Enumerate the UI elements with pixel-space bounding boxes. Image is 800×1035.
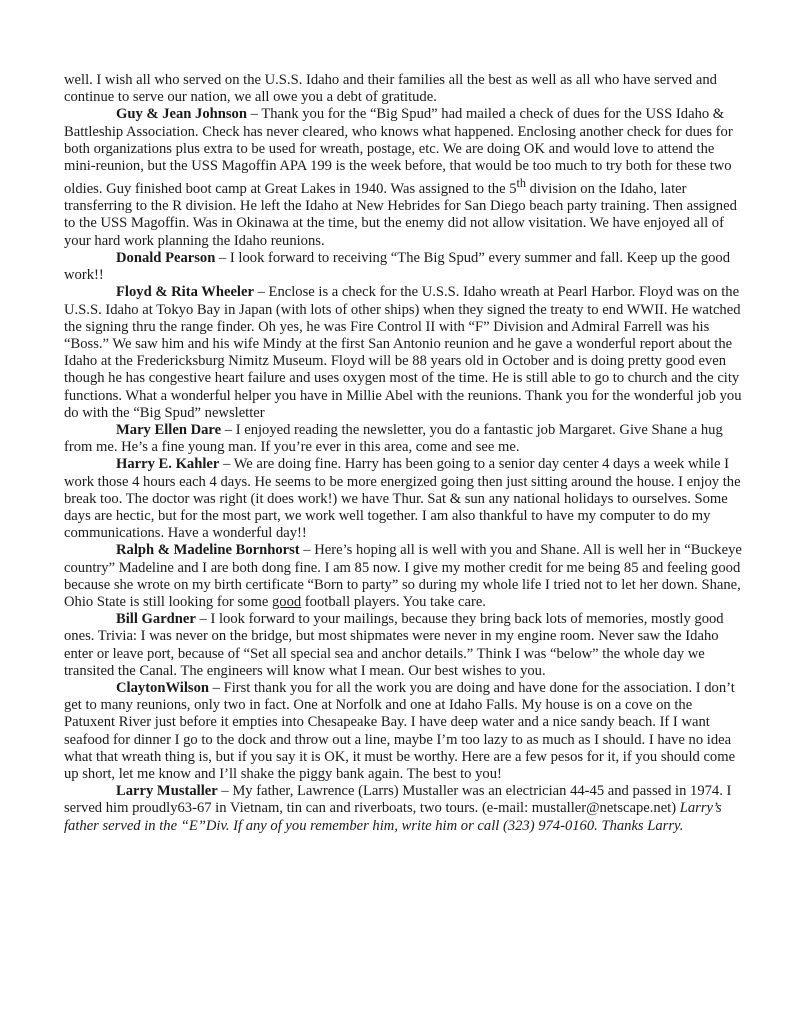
separator: –: [221, 421, 236, 438]
letter-text: I look forward to your mailings, because they bring back lots of memories, mostly good ones. Trivia: I was never on the bridge, but most shipmates were never in my engine room. Never saw the Idaho enter or leave port, because of “Set all special sea and anchor details.” Think I was “below” the whole day we transited the Canal. The engineers will know what I mean. Our best wishes to you.: [64, 611, 724, 679]
letter-donald-pearson: [64, 250, 742, 284]
letter-floyd-rita-wheeler: [64, 284, 742, 422]
editor-note: Larry’s father served in the “E”Div. If any of you remember him, write him or call (323) 974-0160. Thanks Larry.: [64, 800, 722, 834]
ordinal-suffix: th: [516, 176, 526, 191]
letter-text: Thank you for the “Big Spud” had mailed a check of dues for the USS Idaho & Battleship Association. Check has never cleared, who knows what happened. Enclosing another check for dues for both organizations plus extra to be used for wreath, postage, etc. We are doing OK and would love to attend the mini-reunion, but the USS Magoffin APA 199 is the week before, that would be too much to try both for these two oldies. Guy finished boot camp at Great Lakes in 1940. Was assigned to the 5: [64, 106, 733, 198]
separator: –: [209, 679, 224, 696]
letter-text: Here’s hoping all is well with you and Shane. All is well her in “Buckeye country” Madeline and I are both dong fine. I am 85 now. I give my mother credit for me being 85 and feeling good because she wrote on my birth certificate “Born to party” so during my whole life I tried not to let her down. Shane, Ohio State is still looking for some: [64, 542, 742, 610]
letter-text-continued: division on the Idaho, later transferring to the R division. He left the Idaho at New Hebrides for San Diego beach party training. Then assigned to the USS Magoffin. Was in Okinawa at the time, but the enemy did not allow visitation. We have enjoyed all of your hard work planning the Idaho reunions.: [64, 181, 737, 249]
intro-paragraph: well. I wish all who served on the U.S.S. Idaho and their families all the best as well as all who have served and continue to serve our nation, we all owe you a debt of gratitude.: [64, 72, 717, 106]
letter-author: Mary Ellen Dare: [116, 421, 222, 438]
letter-text: We are doing fine. Harry has been going to a senior day center 4 days a week while I work those 4 hours each 4 days. He seems to be more energized going then just sitting around the house. I enjoy the break too. The doctor was right (it does work!) we have Thur. Sat & sun any national holidays to ourselves. Some days are hectic, but for the most part, we work well together. I am also thankful to have my computer to do my communications. Have a wonderful day!!: [64, 456, 741, 542]
separator: –: [219, 456, 234, 473]
separator: –: [253, 284, 269, 301]
letter-text-continued: football players. You take care.: [301, 593, 486, 610]
separator: –: [246, 106, 262, 123]
letter-clayton-wilson: [64, 680, 742, 783]
letter-text: My father, Lawrence (Larrs) Mustaller was an electrician 44-45 and passed in 1974. I served him proudly63-67 in Vietnam, tin can and riverboats, two tours. (e-mail: mustaller@netscape.net): [64, 783, 732, 817]
letter-text: I enjoyed reading the newsletter, you do a fantastic job Margaret. Give Shane a hug from me. He’s a fine young man. If you’re ever in this area, come and see me.: [64, 421, 723, 456]
letter-ralph-madeline-bornhorst: [64, 542, 742, 611]
underlined-word: good: [271, 593, 302, 610]
separator: –: [195, 611, 211, 628]
letter-text: Enclose is a check for the U.S.S. Idaho wreath at Pearl Harbor. Floyd was on the U.S.S. Idaho at Tokyo Bay in Japan (with lots of other ships) when they signed the treaty to end WWII. He watched the signing thru the range finder. Oh yes, he was Fire Control II with “F” Division and Admiral Farrell was his “Boss.” We saw him and his wife Mindy at the first San Antonio reunion and he gave a wonderful report about the Idaho at the Fredericksburg Nimitz Museum. Floyd will be 88 years old in October and is doing pretty good even though he has congestive heart failure and uses oxygen most of the time. He is still able to go to church and the city functions. What a wonderful helper you have in Millie Abel with the reunions. Thank you for the wonderful job you do with the “Big Spud” newsletter: [64, 284, 742, 421]
letter-author: Ralph & Madeline Bornhorst: [116, 542, 300, 559]
separator: –: [215, 249, 230, 266]
letter-author: Harry E. Kahler: [116, 456, 220, 473]
letter-harry-kahler: [64, 456, 742, 542]
letter-author: Guy & Jean Johnson: [116, 106, 247, 123]
letter-author: Floyd & Rita Wheeler: [116, 284, 254, 301]
letter-guy-jean-johnson: [64, 106, 742, 249]
letter-author: Donald Pearson: [116, 249, 216, 266]
letter-author: ClaytonWilson: [116, 679, 209, 696]
letter-author: Larry Mustaller: [116, 783, 218, 800]
separator: –: [299, 542, 315, 559]
letter-mary-ellen-dare: [64, 422, 742, 456]
letter-bill-gardner: [64, 611, 742, 680]
letter-text: I look forward to receiving “The Big Spud” every summer and fall. Keep up the good work!!: [64, 249, 731, 284]
letter-text: First thank you for all the work you are doing and have done for the association. I don’t get to many reunions, only two in fact. One at Norfolk and one at Idaho Falls. My house is on a cove on the Patuxent River just before it empties into Chesapeake Bay. I have deep water and a nice sandy beach. If I want seafood for dinner I go to the dock and throw out a line, maybe I’m too lazy to as much as I should. I have no idea what that wreath thing is, but if you say it is OK, it must be worthy. Here are a few pesos for it, if you should come up short, let me know and I’ll shake the piggy bank again. The best to you!: [64, 679, 736, 782]
letter-larry-mustaller: [64, 783, 742, 835]
separator: –: [217, 783, 233, 800]
letter-author: Bill Gardner: [116, 611, 196, 628]
